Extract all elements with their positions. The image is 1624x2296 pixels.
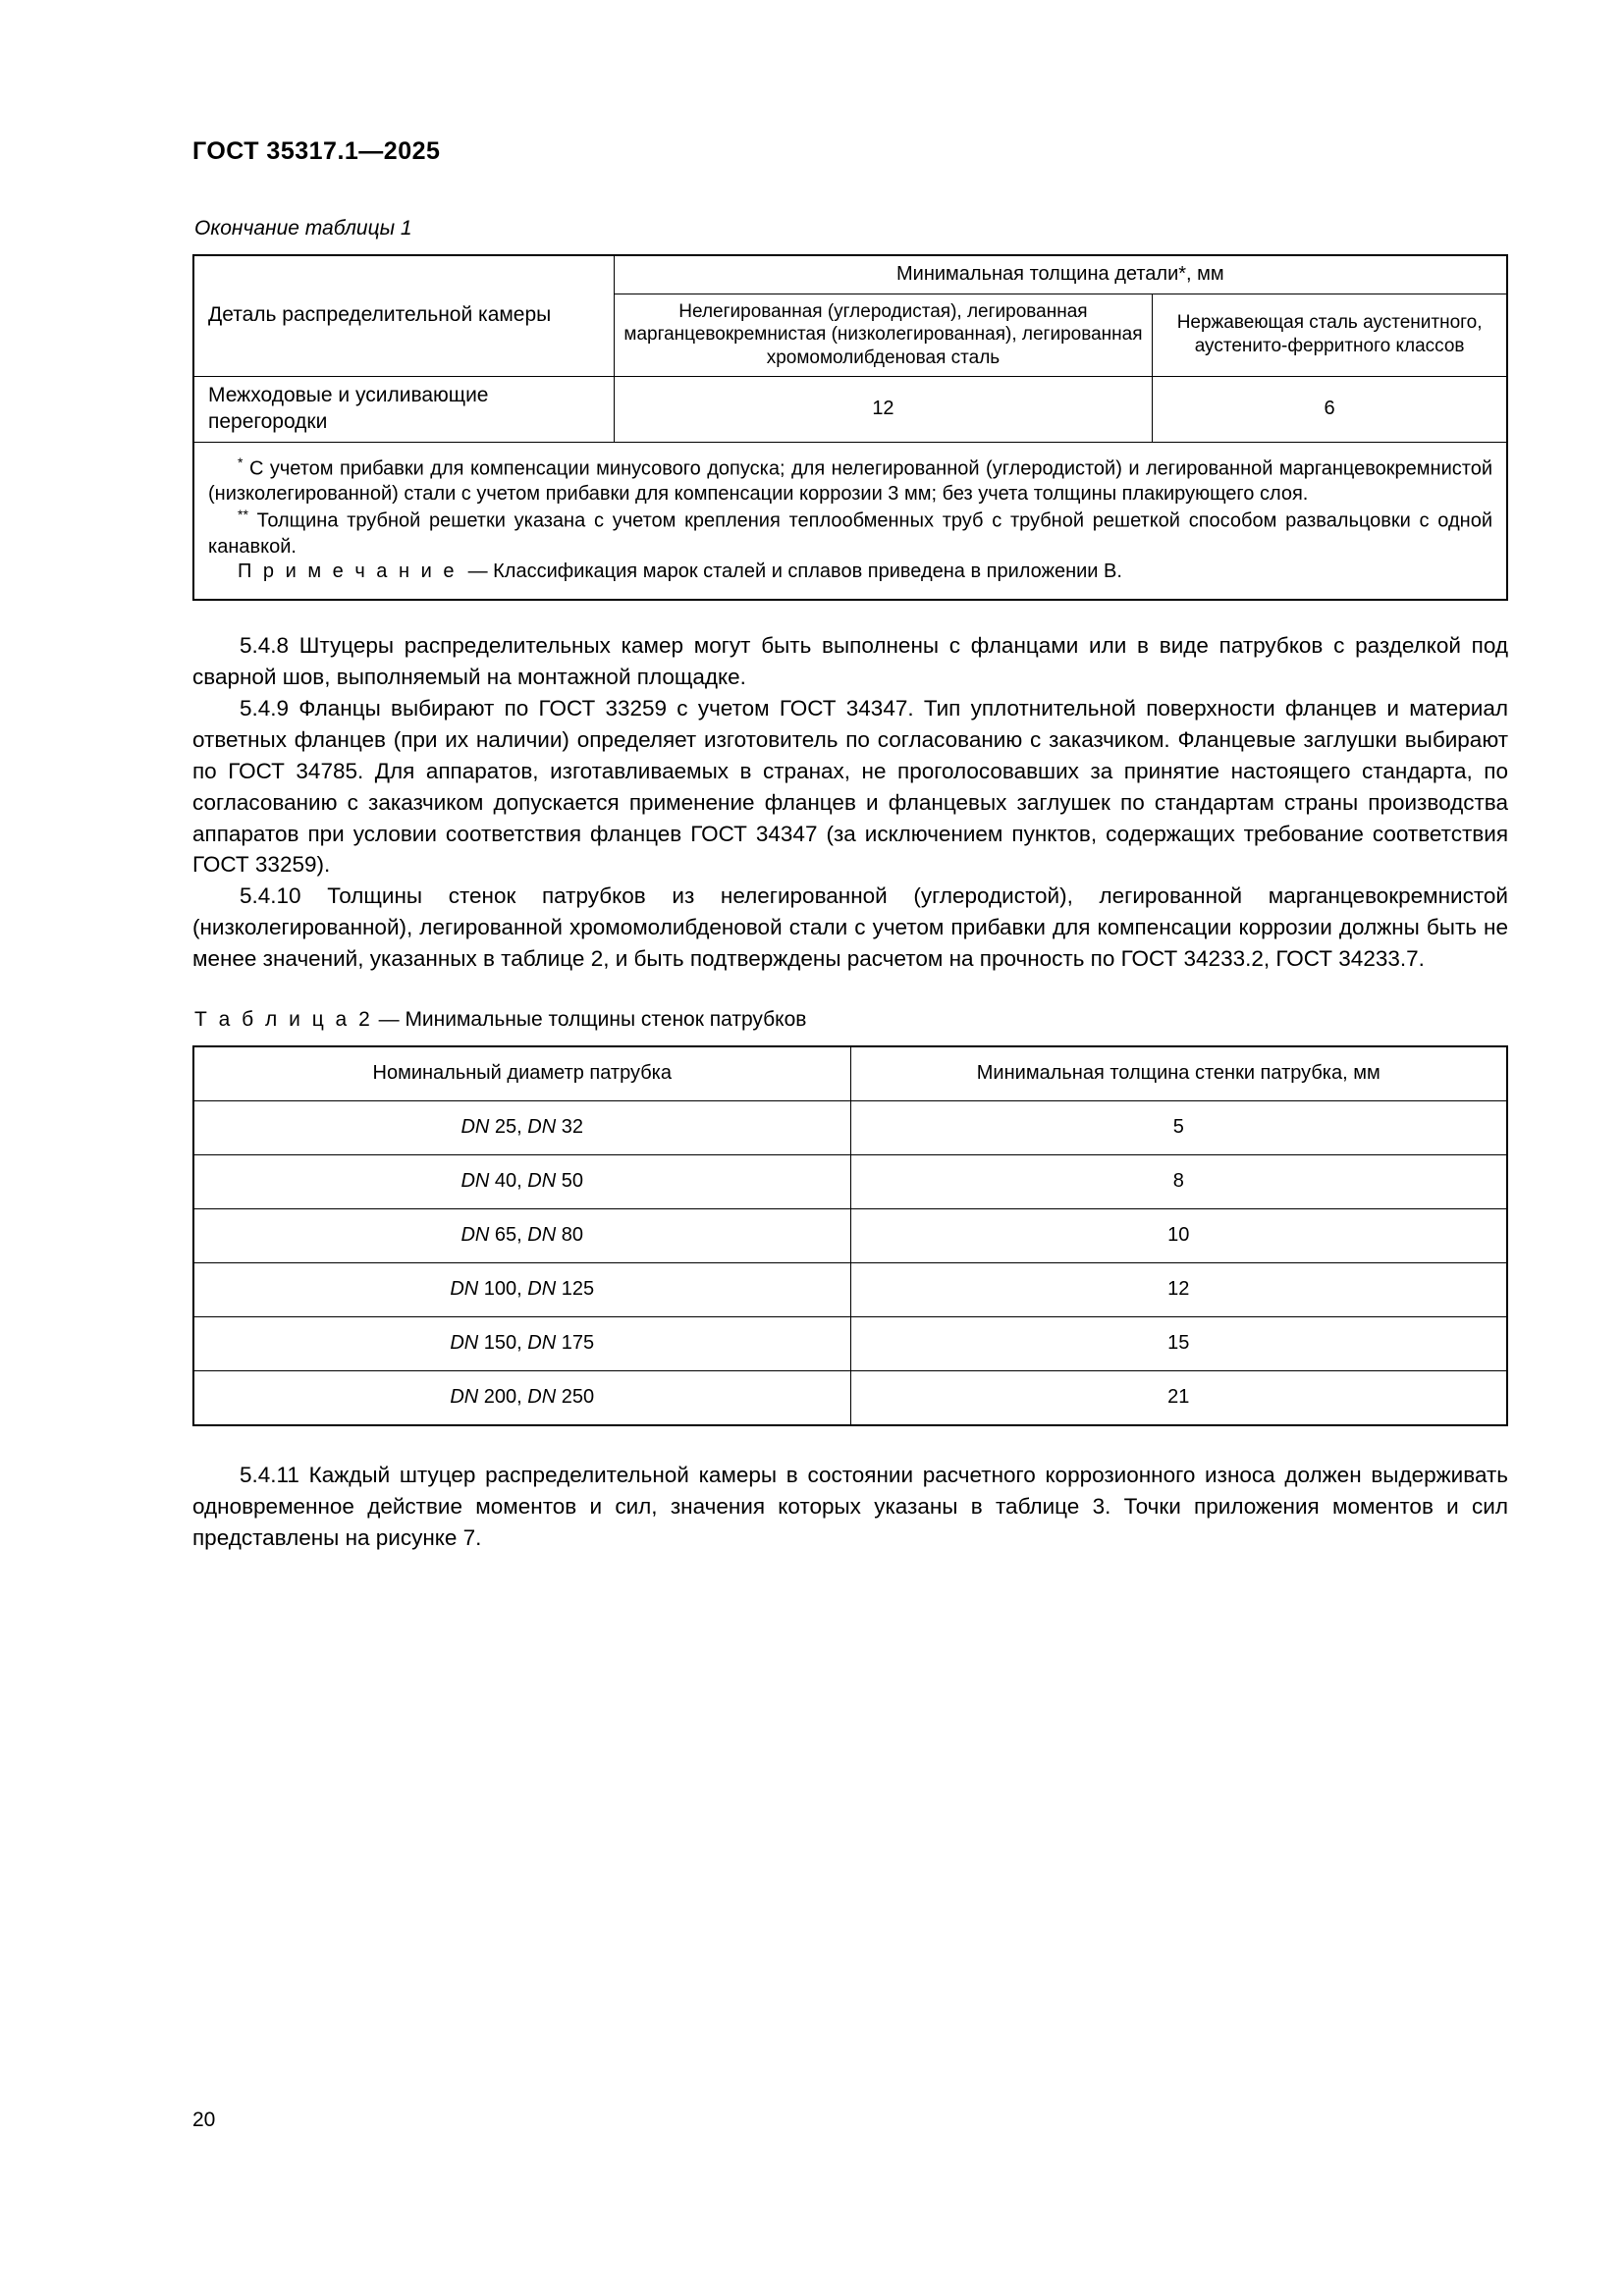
table-row bbox=[193, 1317, 1507, 1371]
table-2 bbox=[192, 1045, 1508, 1426]
paragraph-5-4-8: 5.4.8 Штуцеры распределительных камер могут быть выполнены с фланцами или в виде патрубков с разделкой под сварной шов, выполняемый на монтажной площадке. bbox=[192, 632, 1508, 689]
paragraph-5-4-11: 5.4.11 Каждый штуцер распределительной камеры в состоянии расчетного коррозионного износа должен выдерживать одновременное действие моментов и сил, значения которых указаны в таблице 3. Точки приложения моментов и сил представлены на рисунке 7. bbox=[192, 1463, 1508, 1551]
table2-caption-dash: — bbox=[378, 1008, 400, 1032]
table1-row-value-stainless: 6 bbox=[1153, 376, 1507, 442]
page-number: 20 bbox=[192, 2109, 216, 2131]
table2-cell-thickness: 5 bbox=[850, 1101, 1507, 1155]
table1-col2-header: Нелегированная (углеродистая), легированная марганцевокремнистая (низколегированная), легированная хромомолибденовая сталь bbox=[614, 294, 1153, 376]
table-row bbox=[193, 255, 1507, 294]
table2-cell-dn: DN 100, DN 125 bbox=[193, 1263, 850, 1317]
paragraph-group-1 bbox=[192, 630, 1508, 975]
table1-row-value-carbon: 12 bbox=[614, 376, 1153, 442]
paragraph-5-4-10: 5.4.10 Толщины стенок патрубков из нелегированной (углеродистой), легированной марганцевокремнистой (низколегированной), легированной хромомолибденовой стали с учетом прибавки для компенсации коррозии должны быть не менее значений, указанных в таблице 2, и быть подтверждены расчетом на прочность по ГОСТ 34233.2, ГОСТ 34233.7. bbox=[192, 883, 1508, 972]
table2-cell-dn: DN 200, DN 250 bbox=[193, 1371, 850, 1426]
table-row bbox=[193, 1371, 1507, 1426]
table2-cell-thickness: 12 bbox=[850, 1263, 1507, 1317]
table2-caption-text: Минимальные толщины стенок патрубков bbox=[405, 1008, 807, 1032]
table1-note-2 bbox=[208, 507, 1492, 560]
table1-notes bbox=[193, 442, 1507, 600]
table1-note-1-text: С учетом прибавки для компенсации минусового допуска; для нелегированной (углеродистой) и легированной марганцевокремнистой (низколегированной) стали с учетом прибавки для компенсации коррозии 3 мм; без учета толщины плакирующего слоя. bbox=[208, 457, 1492, 505]
footnote-marker-1: * bbox=[238, 454, 244, 470]
table-row bbox=[193, 1155, 1507, 1209]
table2-cell-dn: DN 25, DN 32 bbox=[193, 1101, 850, 1155]
table1-col1-header: Деталь распределительной камеры bbox=[193, 255, 614, 376]
table-row bbox=[193, 376, 1507, 442]
table2-header-1: Номинальный диаметр патрубка bbox=[193, 1046, 850, 1101]
table1-note-3 bbox=[208, 560, 1492, 585]
table1-col3-header: Нержавеющая сталь аустенитного, аустенито-ферритного классов bbox=[1153, 294, 1507, 376]
table-row bbox=[193, 442, 1507, 600]
table1-note-3-text: Классификация марок сталей и сплавов приведена в приложении В. bbox=[493, 561, 1122, 583]
table-row bbox=[193, 1209, 1507, 1263]
table-1 bbox=[192, 254, 1508, 601]
paragraph-5-4-9: 5.4.9 Фланцы выбирают по ГОСТ 33259 с учетом ГОСТ 34347. Тип уплотнительной поверхности фланцев и материал ответных фланцев (при их наличии) определяет изготовитель по согласованию с заказчиком. Фланцевые заглушки выбирают по ГОСТ 34785. Для аппаратов, изготавливаемых в странах, не проголосовавших за принятие настоящего стандарта, по согласованию с заказчиком допускается применение фланцев и фланцевых заглушек по стандартам страны производства аппаратов при условии соответствия фланцев ГОСТ 34347 (за исключением пунктов, содержащих требование соответствия ГОСТ 33259). bbox=[192, 695, 1508, 878]
table1-caption: Окончание таблицы 1 bbox=[194, 217, 412, 240]
table2-cell-thickness: 15 bbox=[850, 1317, 1507, 1371]
table1-row-name: Межходовые и усиливающие перегородки bbox=[193, 376, 614, 442]
table1-note-1 bbox=[208, 454, 1492, 507]
table2-cell-dn: DN 150, DN 175 bbox=[193, 1317, 850, 1371]
footnote-marker-2: ** bbox=[238, 507, 248, 523]
table2-header-2: Минимальная толщина стенки патрубка, мм bbox=[850, 1046, 1507, 1101]
table2-caption bbox=[194, 1008, 1508, 1032]
page-content bbox=[192, 137, 1508, 1554]
table2-cell-thickness: 21 bbox=[850, 1371, 1507, 1426]
table2-cell-thickness: 10 bbox=[850, 1209, 1507, 1263]
table1-note-3-label: П р и м е ч а н и е bbox=[238, 561, 458, 583]
table1-note-3-dash: — bbox=[467, 561, 488, 583]
paragraph-group-2 bbox=[192, 1460, 1508, 1554]
table2-cell-thickness: 8 bbox=[850, 1155, 1507, 1209]
table2-cell-dn: DN 65, DN 80 bbox=[193, 1209, 850, 1263]
table-row bbox=[193, 1101, 1507, 1155]
table2-cell-dn: DN 40, DN 50 bbox=[193, 1155, 850, 1209]
document-header: ГОСТ 35317.1—2025 bbox=[192, 137, 441, 165]
table-row bbox=[193, 1046, 1507, 1101]
table1-note-2-text: Толщина трубной решетки указана с учетом крепления теплообменных труб с трубной решеткой способом развальцовки с одной канавкой. bbox=[208, 510, 1493, 558]
table1-head-main: Минимальная толщина детали*, мм bbox=[614, 255, 1507, 294]
table-row bbox=[193, 1263, 1507, 1317]
table2-caption-label: Т а б л и ц а 2 bbox=[194, 1008, 373, 1032]
